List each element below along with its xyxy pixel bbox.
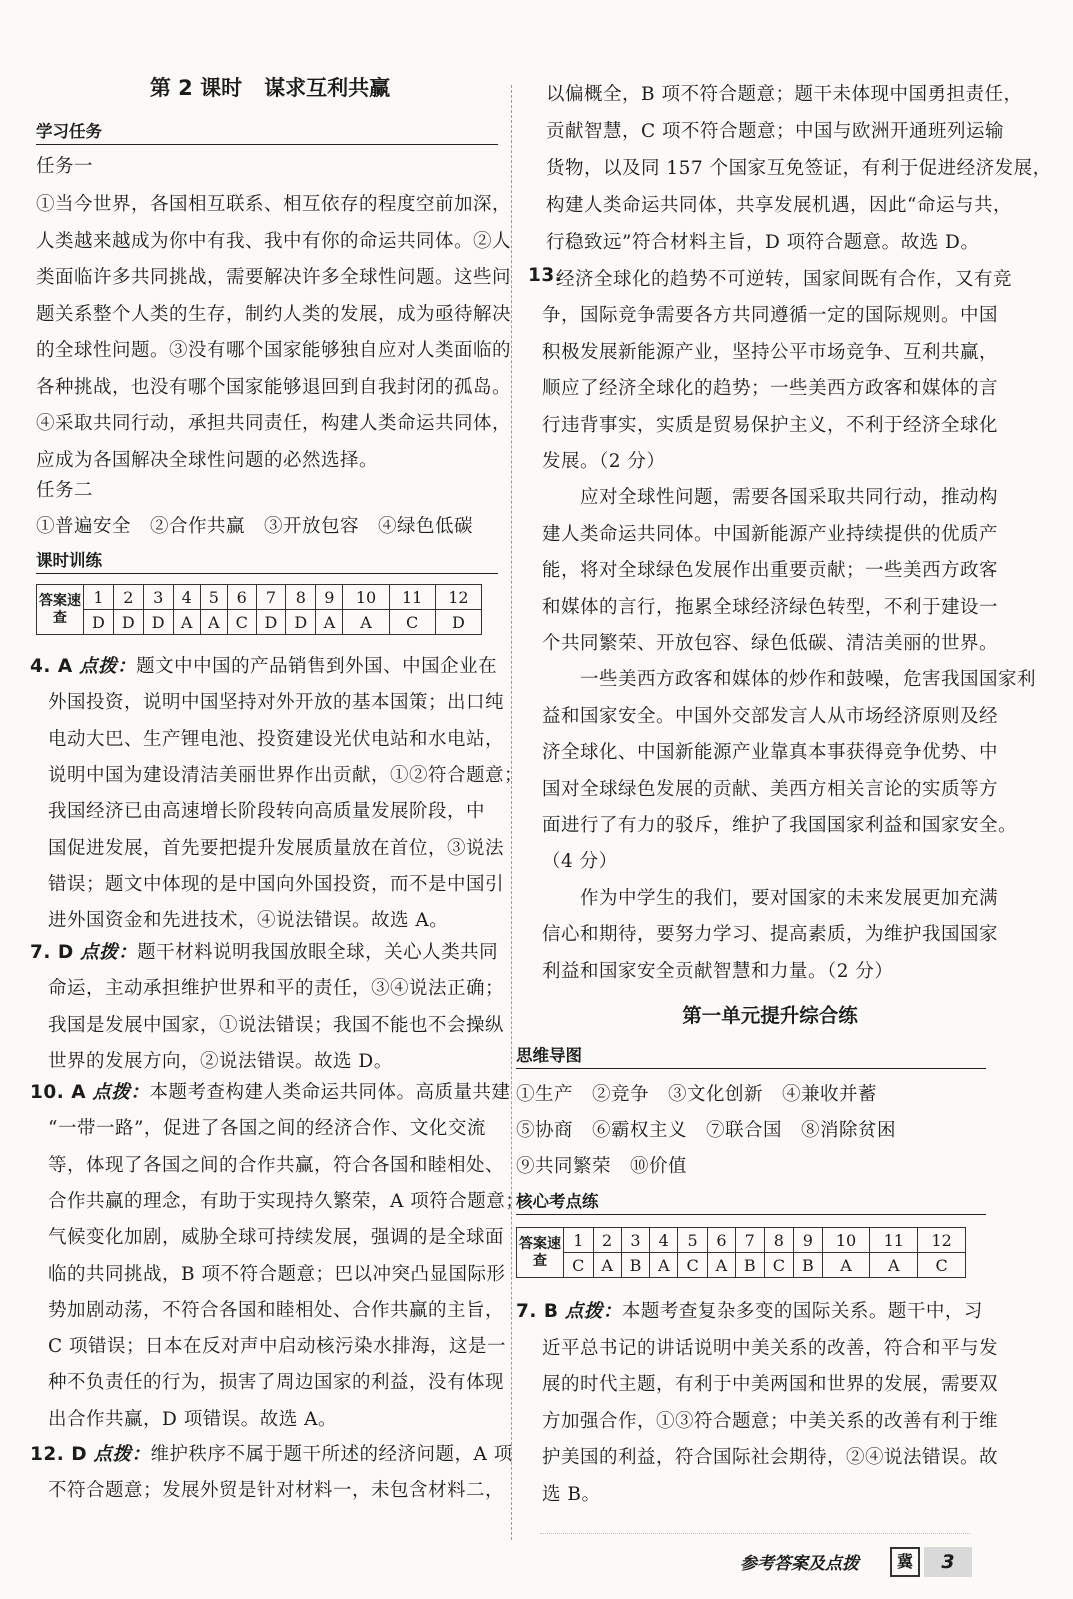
answer-line: 顺应了经济全球化的趋势；一些美西方政客和媒体的言 <box>542 378 999 400</box>
answer-value-cell: C <box>564 1253 594 1278</box>
lesson-number: 第 2 课时 <box>149 76 243 100</box>
answer-value-cell: A <box>173 610 200 635</box>
question-line: 近平总书记的讲话说明中美关系的改善，符合和平与发 <box>542 1337 999 1359</box>
mind-map-line: ⑤协商 ⑥霸权主义 ⑦联合国 ⑧消除贫困 <box>516 1120 897 1141</box>
answer-line: 信心和期待，要努力学习、提高素质，为维护我国国家 <box>542 924 999 946</box>
footer-label: 参考答案及点拨 <box>740 1554 859 1574</box>
answer-value-cell: A <box>343 610 389 635</box>
answer-line: 益和国家安全。中国外交部发言人从市场经济原则及经 <box>542 705 999 727</box>
answer-number-cell: 4 <box>173 585 200 610</box>
section-learning-tasks-label: 学习任务 <box>36 122 102 141</box>
question-line: 电动大巴、生产锂电池、投资建设光伏电站和水电站， <box>48 728 505 750</box>
task1-line: ①当今世界，各国相互联系、相互依存的程度空前加深， <box>36 194 512 215</box>
question-text: 本题考查构建人类命运共同体。高质量共建 <box>149 1082 511 1103</box>
question-line: 合作共赢的理念，有助于实现持久繁荣，A 项符合题意； <box>48 1190 525 1212</box>
answer-value-cell: A <box>650 1253 678 1278</box>
question-line: 说明中国为建设清洁美丽世界作出贡献，①②符合题意； <box>48 764 524 786</box>
question-number: 4. A <box>30 656 73 677</box>
answer-line: 济全球化、中国新能源产业靠真本事获得竞争优势、中 <box>542 742 999 764</box>
dianbo-tag: 点拨： <box>80 942 138 963</box>
answer-number-cell: 12 <box>918 1228 966 1253</box>
question-line: 种不负责任的行为，损害了周边国家的利益，没有体现 <box>48 1372 505 1394</box>
question-line: 展的时代主题，有利于中美两国和世界的发展，需要双 <box>542 1374 999 1396</box>
answer-value-cell: B <box>794 1253 823 1278</box>
task2-answers: ①普遍安全 ②合作共赢 ③开放包容 ④绿色低碳 <box>36 516 474 537</box>
dianbo-tag: 点拨： <box>79 656 137 677</box>
answer-table-lesson <box>36 584 482 635</box>
answer-line: 利益和国家安全贡献智慧和力量。（2 分） <box>542 960 894 982</box>
question-first-line <box>30 1078 510 1104</box>
unit-title: 第一单元提升综合练 <box>682 1004 858 1027</box>
continued-line: 行稳致远”符合材料主旨，D 项符合题意。故选 D。 <box>546 232 980 253</box>
task1-label: 任务一 <box>36 156 94 177</box>
section-core-points-label: 核心考点练 <box>516 1192 599 1211</box>
section-lesson-training <box>36 547 498 574</box>
answer-number-cell: 2 <box>593 1228 621 1253</box>
answer-number-cell: 11 <box>870 1228 918 1253</box>
question-line: 方加强合作，①③符合题意；中美关系的改善有利于维 <box>542 1410 999 1432</box>
question-line: 命运，主动承担维护世界和平的责任，③④说法正确； <box>48 978 505 1000</box>
column-divider <box>511 85 512 1540</box>
answer-line: 一些美西方政客和媒体的炒作和鼓噪，危害我国国家利 <box>542 669 1037 691</box>
answer-line: 积极发展新能源产业，坚持公平市场竞争、互利共赢， <box>542 341 999 363</box>
section-learning-tasks <box>36 118 498 145</box>
task1-line: 类面临许多共同挑战，需要解决许多全球性问题。这些问 <box>36 267 512 288</box>
question-line: “一带一路”，促进了各国之间的经济合作、文化交流 <box>48 1118 486 1140</box>
question-line: 护美国的利益，符合国际社会期待，②④说法错误。故 <box>542 1447 999 1469</box>
answer-value-cell: D <box>256 610 286 635</box>
answer-value-cell: C <box>764 1253 794 1278</box>
answer-value-cell: D <box>143 610 173 635</box>
answer-number-cell: 6 <box>227 585 256 610</box>
mind-map-line: ①生产 ②竞争 ③文化创新 ④兼收并蓄 <box>516 1084 878 1105</box>
question-first-line <box>516 1297 983 1323</box>
question-line: 气候变化加剧，威胁全球可持续发展，强调的是全球面 <box>48 1227 505 1249</box>
answer-value-cell: A <box>822 1253 870 1278</box>
question-first-line <box>30 652 497 678</box>
answer-number-cell: 9 <box>794 1228 823 1253</box>
answer-line: 发展。（2 分） <box>542 451 666 472</box>
answer-line: 建人类命运共同体。中国新能源产业持续提供的优质产 <box>542 523 999 545</box>
answer-value-cell: A <box>870 1253 918 1278</box>
answer-table-header <box>37 585 84 635</box>
question-line: 出合作共赢，D 项错误。故选 A。 <box>48 1408 337 1430</box>
publisher-logo: 冀 <box>890 1547 920 1577</box>
answer-line: 作为中学生的我们，要对国家的未来发展更加充满 <box>542 887 999 909</box>
task1-line: 应成为各国解决全球性问题的必然选择。 <box>36 449 379 471</box>
page-footer <box>740 1547 972 1577</box>
question-line: 我国经济已由高速增长阶段转向高质量发展阶段，中 <box>48 801 486 823</box>
answer-number-cell: 3 <box>621 1228 650 1253</box>
answer-number-cell: 3 <box>143 585 173 610</box>
answer-value-cell: D <box>113 610 143 635</box>
answer-line: 个共同繁荣、开放包容、绿色低碳、清洁美丽的世界。 <box>542 633 999 654</box>
question-line: 势加剧动荡，不符合各国和睦相处、合作共赢的主旨， <box>48 1299 505 1321</box>
question-first-line <box>30 1440 513 1466</box>
answer-number-cell: 12 <box>435 585 481 610</box>
answer-value-cell: C <box>227 610 256 635</box>
lesson-title <box>100 72 440 102</box>
answer-number-cell: 1 <box>564 1228 594 1253</box>
question-number: 10. A <box>30 1082 87 1103</box>
task1-line: 题关系整个人类的生存，制约人类的发展，成为亟待解决 <box>36 303 512 325</box>
answer-number-cell: 5 <box>200 585 227 610</box>
question-number: 7. D <box>30 942 74 963</box>
dianbo-tag: 点拨： <box>93 1444 151 1465</box>
question-text: 维护秩序不属于题干所述的经济问题，A 项 <box>150 1444 513 1465</box>
answer-line: （4 分） <box>542 851 618 873</box>
answer-number-cell: 6 <box>707 1228 735 1253</box>
answer-line: 行违背事实，实质是贸易保护主义，不利于经济全球化 <box>542 414 999 436</box>
mind-map-line: ⑨共同繁荣 ⑩价值 <box>516 1156 688 1177</box>
section-core-points <box>516 1188 986 1215</box>
answer-number-cell: 8 <box>286 585 316 610</box>
question-line: 国促进发展，首先要把提升发展质量放在首位，③说法 <box>48 837 505 859</box>
answer-table-header-text: 答案速查 <box>39 592 81 626</box>
answer-number-cell: 10 <box>343 585 389 610</box>
answer-value-cell: C <box>678 1253 708 1278</box>
answer-value-cell: A <box>593 1253 621 1278</box>
question-line: 错误；题文中体现的是中国向外国投资，而不是中国引 <box>48 873 505 895</box>
continued-line: 构建人类命运共同体，共享发展机遇，因此“命运与共， <box>546 195 1012 216</box>
answer-line: 争，国际竞争需要各方共同遵循一定的国际规则。中国 <box>542 305 999 327</box>
section-mind-map-label: 思维导图 <box>516 1046 582 1065</box>
continued-line: 货物，以及同 157 个国家互免签证，有利于促进经济发展， <box>546 158 1052 179</box>
answer-value-cell: C <box>389 610 435 635</box>
task1-line: 各种挑战，也没有哪个国家能够退回到自我封闭的孤岛。 <box>36 376 512 398</box>
question-text: 题文中中国的产品销售到外国、中国企业在 <box>136 656 498 677</box>
question-line: 临的共同挑战，B 项不符合题意；巴以冲突凸显国际形 <box>48 1263 506 1285</box>
answer-number-cell: 5 <box>678 1228 708 1253</box>
answer-number-cell: 11 <box>389 585 435 610</box>
answer-line: 应对全球性问题，需要各国采取共同行动，推动构 <box>542 487 999 509</box>
answer-line: 经济全球化的趋势不可逆转，国家间既有合作，又有竞 <box>556 269 1013 290</box>
task1-line: ④采取共同行动，承担共同责任，构建人类命运共同体， <box>36 413 512 434</box>
answer-number-cell: 1 <box>84 585 114 610</box>
dianbo-tag: 点拨： <box>92 1082 150 1103</box>
task1-line: 人类越来越成为你中有我、我中有你的命运共同体。②人 <box>36 230 512 252</box>
answer-number-cell: 8 <box>764 1228 794 1253</box>
answer-table-unit <box>516 1227 966 1278</box>
section-lesson-training-label: 课时训练 <box>36 551 102 570</box>
answer-number-cell: 4 <box>650 1228 678 1253</box>
answer-number-cell: 7 <box>256 585 286 610</box>
question-line: 外国投资，说明中国坚持对外开放的基本国策；出口纯 <box>48 692 505 714</box>
task2-label: 任务二 <box>36 480 94 501</box>
question-number: 7. B <box>516 1301 559 1322</box>
answer-value-cell: A <box>707 1253 735 1278</box>
answer-number-cell: 10 <box>822 1228 870 1253</box>
question-text: 本题考查复杂多变的国际关系。题干中，习 <box>621 1301 983 1322</box>
answer-value-cell: C <box>918 1253 966 1278</box>
question-number: 12. D <box>30 1444 88 1465</box>
lesson-name: 谋求互利共赢 <box>264 76 391 100</box>
question-first-line <box>30 938 498 964</box>
question-line: 等，体现了各国之间的合作共赢，符合各国和睦相处、 <box>48 1154 505 1176</box>
question-line: 选 B。 <box>542 1484 601 1505</box>
answer-value-cell: D <box>435 610 481 635</box>
footer-rule <box>540 1533 970 1534</box>
answer-number-cell: 2 <box>113 585 143 610</box>
question-line: 我国是发展中国家，①说法错误；我国不能也不会操纵 <box>48 1014 505 1036</box>
section-mind-map <box>516 1042 986 1069</box>
continued-line: 贡献智慧，C 项不符合题意；中国与欧洲开通班列运输 <box>546 121 1005 142</box>
page-number: 3 <box>924 1547 972 1577</box>
answer-value-cell: B <box>735 1253 764 1278</box>
continued-line: 以偏概全，B 项不符合题意；题干未体现中国勇担责任， <box>546 84 1023 105</box>
dianbo-tag: 点拨： <box>564 1301 622 1322</box>
question-number: 13. <box>528 265 563 286</box>
question-line: 进外国资金和先进技术，④说法错误。故选 A。 <box>48 910 449 932</box>
answer-value-cell: B <box>621 1253 650 1278</box>
question-line: 不符合题意；发展外贸是针对材料一，未包含材料二， <box>48 1480 505 1502</box>
answer-value-cell: A <box>316 610 343 635</box>
answer-table-header <box>517 1228 564 1278</box>
answer-line: 国对全球绿色发展的贡献、美西方相关言论的实质等方 <box>542 778 999 800</box>
answer-line: 能，将对全球绿色发展作出重要贡献；一些美西方政客 <box>542 560 999 582</box>
question-text: 题干材料说明我国放眼全球，关心人类共同 <box>137 942 499 963</box>
answer-line: 面进行了有力的驳斥，维护了我国国家利益和国家安全。 <box>542 815 1018 836</box>
answer-number-cell: 7 <box>735 1228 764 1253</box>
answer-value-cell: A <box>200 610 227 635</box>
task1-line: 的全球性问题。③没有哪个国家能够独自应对人类面临的 <box>36 340 512 361</box>
answer-value-cell: D <box>286 610 316 635</box>
question-line: 世界的发展方向，②说法错误。故选 D。 <box>48 1050 393 1072</box>
answer-line: 和媒体的言行，拖累全球经济绿色转型，不利于建设一 <box>542 596 999 618</box>
answer-value-cell: D <box>84 610 114 635</box>
question-line: C 项错误；日本在反对声中启动核污染水排海，这是一 <box>48 1336 507 1358</box>
answer-table-header-text: 答案速查 <box>519 1235 561 1269</box>
answer-number-cell: 9 <box>316 585 343 610</box>
